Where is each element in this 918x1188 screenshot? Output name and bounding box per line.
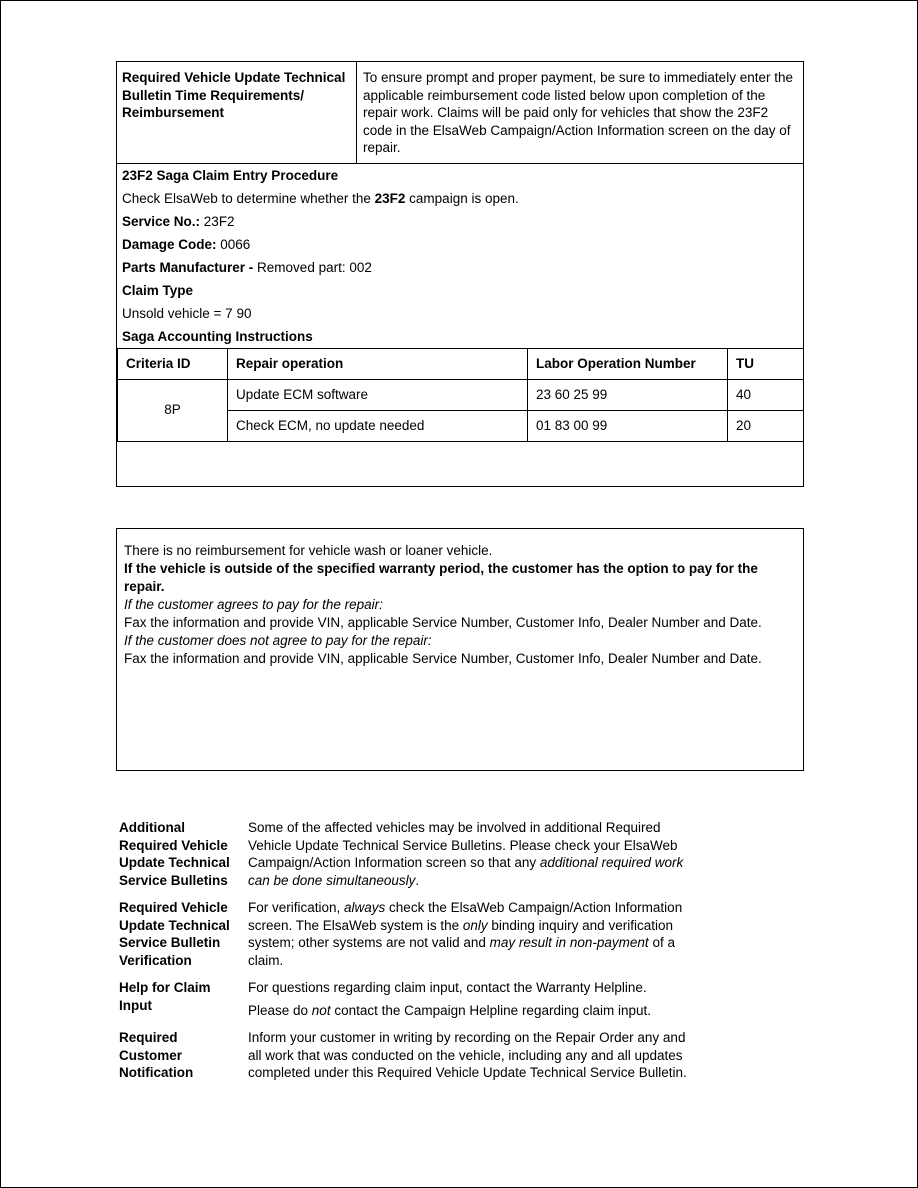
service-no-line: Service No.: 23F2 [122,213,235,229]
note-label: Help for Claim Input [119,980,211,1013]
procedure-check-line: Check ElsaWeb to determine whether the 23F2 campaign is open. [122,190,519,206]
claim-type-value: Unsold vehicle = 7 90 [122,305,252,321]
reimbursement-notes-box [116,528,804,771]
additional-notes-section [119,819,704,1092]
table-header-row [118,348,804,379]
labor-operation-number-cell: 01 83 00 99 [528,410,728,441]
damage-code-line: Damage Code: 0066 [122,236,251,252]
col-header-labor-operation-number: Labor Operation Number [528,348,728,379]
repair-operation-cell: Check ECM, no update needed [228,410,528,441]
customer-disagrees-instruction: Fax the information and provide VIN, applicable Service Number, Customer Info, Dealer Number and Date. [124,651,762,666]
bulletin-header-title: Required Vehicle Update Technical Bulletin Time Requirements/ Reimbursement [117,62,357,163]
note-label: Required Vehicle Update Technical Service Bulletin Verification [119,900,230,968]
customer-disagrees-heading: If the customer does not agree to pay for the repair: [124,633,432,648]
table-row [118,379,804,410]
tu-cell: 40 [728,379,804,410]
procedure-title: 23F2 Saga Claim Entry Procedure [122,167,339,183]
bulletin-header-row [117,62,803,164]
tu-cell: 20 [728,410,804,441]
note-required-customer-notification [119,1029,704,1082]
outside-warranty-note: If the vehicle is outside of the specified warranty period, the customer has the option to pay for the repair. [124,561,758,594]
col-header-criteria-id: Criteria ID [118,348,228,379]
claim-type-label: Claim Type [122,282,194,298]
note-label: Additional Required Vehicle Update Technical Service Bulletins [119,820,230,888]
note-paragraph: For questions regarding claim input, contact the Warranty Helpline. [248,980,647,995]
col-header-tu: TU [728,348,804,379]
note-paragraph: Inform your customer in writing by recording on the Repair Order any and all work that was conducted on the vehicle, including any and all updates completed under this Required Vehicle Update Technical Service Bulletin. [248,1030,687,1080]
note-paragraph: For verification, always check the ElsaWeb Campaign/Action Information screen. The ElsaWeb system is the only binding inquiry and verification system; other systems are not valid and may result in non-payment of a claim. [248,900,683,968]
criteria-id-cell: 8P [118,379,228,441]
note-paragraph: Some of the affected vehicles may be involved in additional Required Vehicle Update Technical Service Bulletins. Please check your ElsaWeb Campaign/Action Information screen so that any additional required work can be done simultaneously. [248,820,684,888]
customer-agrees-heading: If the customer agrees to pay for the repair: [124,597,383,612]
note-label: Required Customer Notification [119,1030,194,1080]
no-reimbursement-note: There is no reimbursement for vehicle wash or loaner vehicle. [124,543,493,558]
bulletin-header-text: To ensure prompt and proper payment, be sure to immediately enter the applicable reimbursement code listed below upon completion of the repair work. Claims will be paid only for vehicles that show the 23F2 code in the ElsaWeb Campaign/Action Information screen on the day of repair. [363,70,793,155]
note-paragraph: Please do not contact the Campaign Helpline regarding claim input. [248,1002,652,1018]
note-help-for-claim-input [119,979,704,1019]
note-additional-bulletins [119,819,704,889]
saga-instructions-title: Saga Accounting Instructions [122,328,313,344]
note-bulletin-verification [119,899,704,969]
note-body [248,979,698,1019]
note-body [248,1029,698,1082]
repair-operation-cell: Update ECM software [228,379,528,410]
note-body [248,899,698,969]
labor-operation-number-cell: 23 60 25 99 [528,379,728,410]
parts-manufacturer-line: Parts Manufacturer - Removed part: 002 [122,259,372,275]
saga-accounting-table [117,348,804,442]
claim-entry-box [116,61,804,487]
claim-entry-content [117,164,803,348]
col-header-repair-operation: Repair operation [228,348,528,379]
customer-agrees-instruction: Fax the information and provide VIN, applicable Service Number, Customer Info, Dealer Number and Date. [124,615,762,630]
note-body [248,819,698,889]
